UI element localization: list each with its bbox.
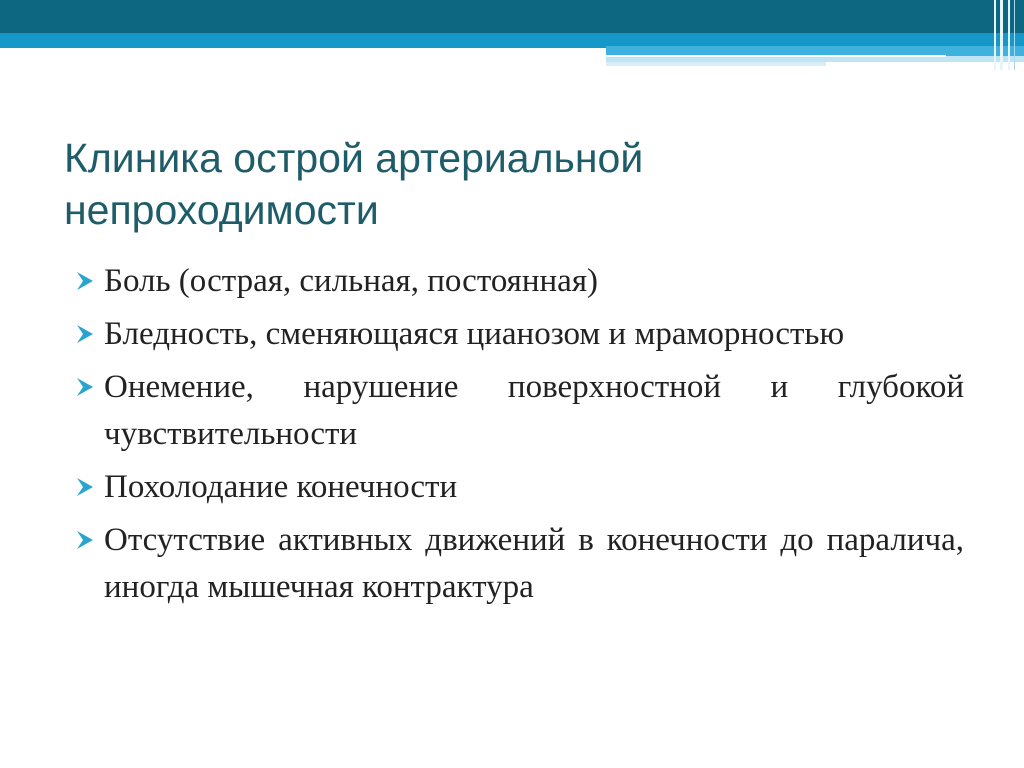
arrow-chevron-icon — [74, 529, 96, 551]
header-band-highlight — [606, 55, 946, 57]
decorative-vertical-line — [994, 0, 996, 70]
bullet-item — [72, 311, 964, 358]
bullet-item — [72, 517, 964, 611]
bullet-text: Отсутствие активных движений в конечности до паралича, иногда мышечная контрактура — [104, 522, 964, 605]
decorative-vertical-line — [1014, 0, 1015, 70]
bullet-text: Бледность, сменяющаяся цианозом и мраморностью — [104, 316, 845, 352]
arrow-chevron-icon — [74, 476, 96, 498]
decorative-vertical-line — [1008, 0, 1010, 70]
header-band-dark — [0, 0, 1024, 33]
arrow-chevron-icon — [74, 323, 96, 345]
decorative-vertical-line — [1000, 0, 1003, 70]
arrow-chevron-icon — [74, 270, 96, 292]
slide-title: Клиника острой артериальной непроходимости — [64, 135, 644, 233]
bullet-item — [72, 464, 964, 511]
arrow-chevron-icon — [74, 376, 96, 398]
header-band-faint — [606, 62, 826, 66]
bullet-text: Похолодание конечности — [104, 469, 458, 505]
bullet-list — [72, 258, 964, 617]
bullet-text: Онемение, нарушение поверхностной и глубокой чувствительности — [104, 369, 964, 452]
bullet-item — [72, 258, 964, 305]
bullet-text: Боль (острая, сильная, постоянная) — [104, 263, 599, 299]
bullet-item — [72, 364, 964, 458]
